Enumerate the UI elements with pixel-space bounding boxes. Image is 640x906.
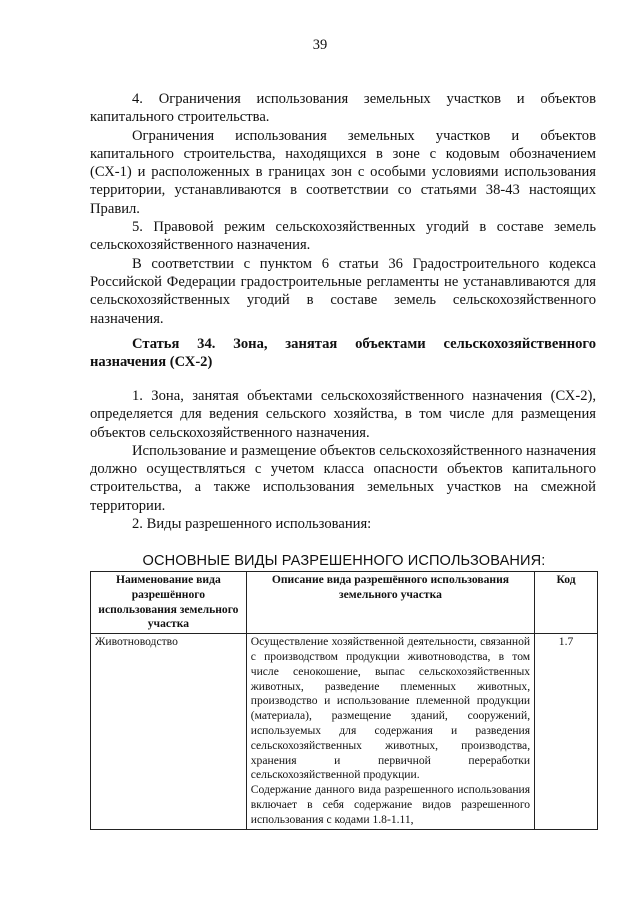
description-paragraph: Содержание данного вида разрешенного использования включает в себя содержание видов разрешенного использования с кодами 1.8-1.11, (250, 783, 531, 826)
paragraph: 4. Ограничения использования земельных участков и объектов капитального строительства. (90, 91, 596, 126)
description-paragraph: Осуществление хозяйственной деятельности, связанной с производством продукции животноводства, в том числе сенокошение, выпас сельскохозяйственных животных, разведение племенных животных, производство и использование племенной продукции (материала), размещение зданий, сооружений, используемых для содержания и разведения сельскохозяйственных животных, производства, хранения и первичной переработки сельскохозяйственной продукции. (250, 635, 531, 782)
paragraph: 1. Зона, занятая объектами сельскохозяйственного назначения (СХ-2), определяется для ведения сельского хозяйства, в том числе для размещения объектов сельскохозяйственного назначения. (90, 388, 596, 441)
table-header-row (91, 572, 598, 634)
table-row (91, 634, 598, 829)
article-title: Статья 34. Зона, занятая объектами сельскохозяйственного назначения (СХ-2) (90, 336, 596, 371)
paragraph: Ограничения использования земельных участков и объектов капитального строительства, находящихся в зоне с кодовым обозначением (СХ-1) и расположенных в границах зон с особыми условиями использования территории, устанавливаются в соответствии со статьями 38-43 настоящих Правил. (90, 127, 596, 217)
paragraph: 5. Правовой режим сельскохозяйственных угодий в составе земель сельскохозяйственного назначения. (90, 219, 596, 254)
cell-use-description (246, 634, 534, 829)
section-restrictions (90, 90, 596, 328)
cell-use-code: 1.7 (535, 634, 598, 829)
column-header-description: Описание вида разрешённого использования земельного участка (246, 572, 534, 634)
section-zone-description (90, 387, 596, 533)
paragraph: В соответствии с пунктом 6 статьи 36 Градостроительного кодекса Российской Федерации градостроительные регламенты не устанавливаются для сельскохозяйственных угодий в составе земель сельскохозяйственного назначения. (90, 255, 596, 327)
cell-use-name: Животноводство (91, 634, 247, 829)
table-title: ОСНОВНЫЕ ВИДЫ РАЗРЕШЕННОГО ИСПОЛЬЗОВАНИЯ: (142, 553, 546, 569)
column-header-name: Наименование вида разрешённого использования земельного участка (91, 572, 247, 634)
paragraph: Использование и размещение объектов сельскохозяйственного назначения должно осуществляться с учетом класса опасности объектов капитального строительства, а также использования земельных участков на смежной территории. (90, 442, 596, 514)
permitted-uses-table (90, 571, 598, 830)
paragraph: 2. Виды разрешенного использования: (132, 516, 372, 533)
page-number: 39 (312, 37, 328, 53)
column-header-code: Код (535, 572, 598, 634)
